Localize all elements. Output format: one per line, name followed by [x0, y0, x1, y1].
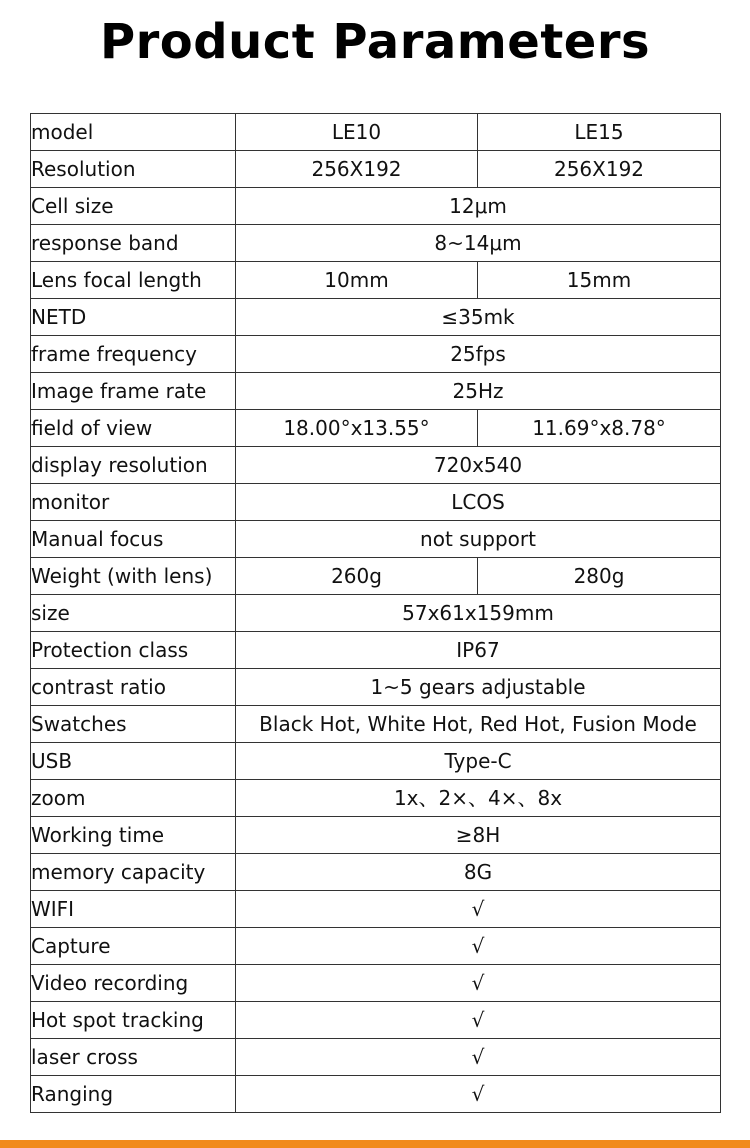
row-value: 11.69°x8.78° — [478, 410, 721, 447]
row-label: monitor — [31, 484, 236, 521]
row-label: frame frequency — [31, 336, 236, 373]
row-value: Type-C — [236, 743, 721, 780]
row-value: 8G — [236, 854, 721, 891]
row-value: LCOS — [236, 484, 721, 521]
row-value: 8~14μm — [236, 225, 721, 262]
row-value: 18.00°x13.55° — [236, 410, 478, 447]
row-value: 25Hz — [236, 373, 721, 410]
row-label: Swatches — [31, 706, 236, 743]
row-label: response band — [31, 225, 236, 262]
table-row — [31, 595, 721, 632]
table-row — [31, 447, 721, 484]
header-model-le10: LE10 — [236, 114, 478, 151]
row-label: Image frame rate — [31, 373, 236, 410]
row-value: 280g — [478, 558, 721, 595]
row-label: display resolution — [31, 447, 236, 484]
row-label: WIFI — [31, 891, 236, 928]
header-model-le15: LE15 — [478, 114, 721, 151]
row-value: √ — [236, 1076, 721, 1113]
row-value: 1~5 gears adjustable — [236, 669, 721, 706]
table-row — [31, 854, 721, 891]
row-label: contrast ratio — [31, 669, 236, 706]
row-label: laser cross — [31, 1039, 236, 1076]
row-value: ≤35mk — [236, 299, 721, 336]
row-value: √ — [236, 928, 721, 965]
row-value: 256X192 — [478, 151, 721, 188]
table-header-row — [31, 114, 721, 151]
parameters-table — [30, 113, 721, 1113]
row-label: memory capacity — [31, 854, 236, 891]
row-value: 256X192 — [236, 151, 478, 188]
row-value: 720x540 — [236, 447, 721, 484]
row-label: field of view — [31, 410, 236, 447]
row-label: Video recording — [31, 965, 236, 1002]
table-row — [31, 262, 721, 299]
table-row — [31, 151, 721, 188]
table-row — [31, 336, 721, 373]
table-row — [31, 669, 721, 706]
table-row — [31, 1039, 721, 1076]
row-value: not support — [236, 521, 721, 558]
row-value: √ — [236, 965, 721, 1002]
row-label: Hot spot tracking — [31, 1002, 236, 1039]
table-row — [31, 521, 721, 558]
row-value: 12μm — [236, 188, 721, 225]
row-label: Cell size — [31, 188, 236, 225]
row-value: ≥8H — [236, 817, 721, 854]
table-row — [31, 817, 721, 854]
table-row — [31, 632, 721, 669]
table-row — [31, 928, 721, 965]
row-value: Black Hot, White Hot, Red Hot, Fusion Mode — [236, 706, 721, 743]
table-row — [31, 225, 721, 262]
bottom-accent-bar — [0, 1140, 750, 1148]
table-row — [31, 373, 721, 410]
table-row — [31, 299, 721, 336]
row-value: √ — [236, 891, 721, 928]
row-label: Resolution — [31, 151, 236, 188]
table-row — [31, 188, 721, 225]
table-row — [31, 410, 721, 447]
row-label: NETD — [31, 299, 236, 336]
page-title: Product Parameters — [99, 14, 651, 70]
row-label: Working time — [31, 817, 236, 854]
header-label: model — [31, 114, 236, 151]
table-row — [31, 706, 721, 743]
row-value: √ — [236, 1039, 721, 1076]
row-value: IP67 — [236, 632, 721, 669]
table-row — [31, 780, 721, 817]
table-row — [31, 965, 721, 1002]
table-row — [31, 484, 721, 521]
row-label: Manual focus — [31, 521, 236, 558]
table-row — [31, 1002, 721, 1039]
row-label: USB — [31, 743, 236, 780]
row-label: Lens focal length — [31, 262, 236, 299]
row-label: Weight (with lens) — [31, 558, 236, 595]
row-value: 260g — [236, 558, 478, 595]
row-label: size — [31, 595, 236, 632]
row-value: 10mm — [236, 262, 478, 299]
table-row — [31, 743, 721, 780]
row-label: zoom — [31, 780, 236, 817]
table-row — [31, 1076, 721, 1113]
table-row — [31, 558, 721, 595]
row-label: Capture — [31, 928, 236, 965]
row-label: Protection class — [31, 632, 236, 669]
table-row — [31, 891, 721, 928]
row-label: Ranging — [31, 1076, 236, 1113]
row-value: 1x、2×、4×、8x — [236, 780, 721, 817]
row-value: 57x61x159mm — [236, 595, 721, 632]
row-value: 15mm — [478, 262, 721, 299]
row-value: √ — [236, 1002, 721, 1039]
row-value: 25fps — [236, 336, 721, 373]
